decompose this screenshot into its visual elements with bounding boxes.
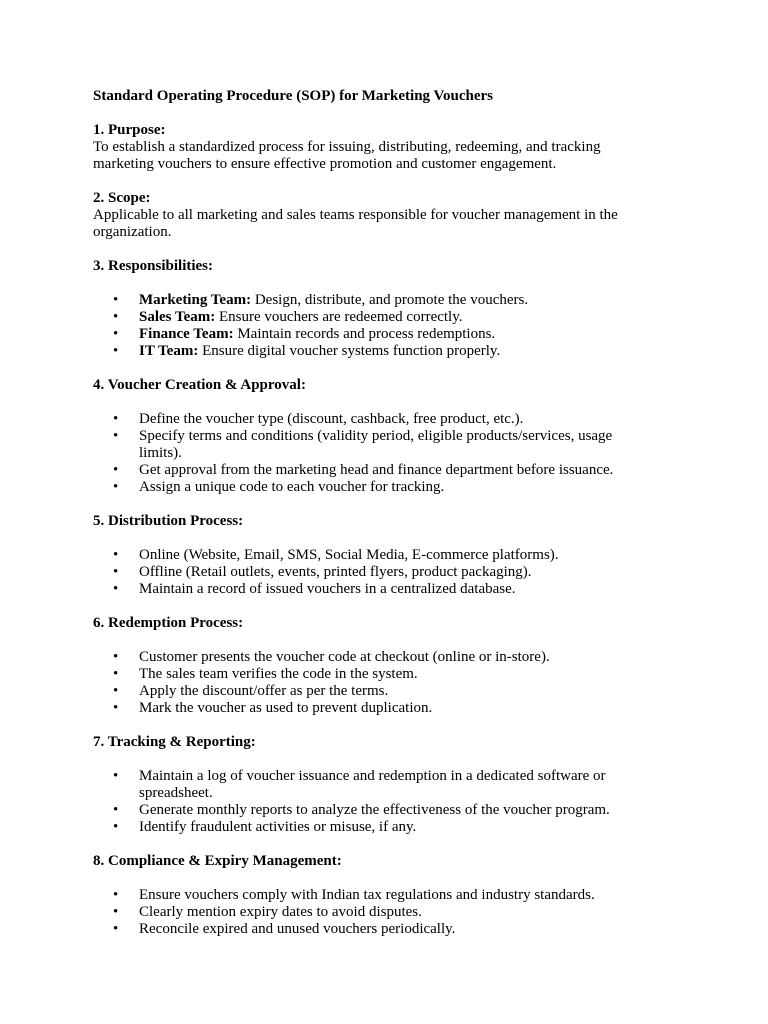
- list-item: [93, 292, 653, 309]
- bullet-icon: •: [113, 292, 119, 308]
- list-item-text: Maintain a record of issued vouchers in a centralized database.: [139, 581, 516, 597]
- list-item-text: Ensure vouchers comply with Indian tax regulations and industry standards.: [139, 887, 595, 903]
- section-purpose: [93, 122, 653, 173]
- document-title: Standard Operating Procedure (SOP) for Marketing Vouchers: [93, 88, 493, 104]
- list-item: [93, 683, 653, 700]
- bullet-icon: •: [113, 479, 119, 495]
- bullet-icon: •: [113, 802, 119, 818]
- list-item-term: Marketing Team:: [139, 292, 252, 308]
- section-tracking: [93, 734, 653, 836]
- section-scope: [93, 190, 653, 241]
- bullet-icon: •: [113, 768, 119, 784]
- bullet-icon: •: [113, 666, 119, 682]
- bullet-icon: •: [113, 819, 119, 835]
- creation-list: [93, 411, 653, 496]
- list-item-text: Apply the discount/offer as per the terms.: [139, 683, 389, 699]
- list-item: [93, 479, 653, 496]
- redemption-list: [93, 649, 653, 717]
- list-item: [93, 802, 653, 819]
- list-item: [93, 887, 653, 904]
- list-item-term: Sales Team:: [139, 309, 216, 325]
- section-responsibilities: [93, 258, 653, 360]
- responsibilities-list: [93, 292, 653, 360]
- list-item: [93, 921, 653, 938]
- bullet-icon: •: [113, 547, 119, 563]
- list-item-text: Clearly mention expiry dates to avoid disputes.: [139, 904, 422, 920]
- list-item-text: Mark the voucher as used to prevent duplication.: [139, 700, 433, 716]
- section-heading: 8. Compliance & Expiry Management:: [93, 853, 342, 869]
- section-heading: 2. Scope:: [93, 190, 151, 206]
- list-item-text: Ensure vouchers are redeemed correctly.: [215, 309, 463, 325]
- bullet-icon: •: [113, 700, 119, 716]
- list-item-text: Identify fraudulent activities or misuse, if any.: [139, 819, 417, 835]
- bullet-icon: •: [113, 428, 119, 444]
- bullet-icon: •: [113, 462, 119, 478]
- list-item-text: The sales team verifies the code in the system.: [139, 666, 418, 682]
- section-heading: 7. Tracking & Reporting:: [93, 734, 256, 750]
- list-item: [93, 309, 653, 326]
- list-item-text: Design, distribute, and promote the vouchers.: [251, 292, 529, 308]
- list-item: [93, 564, 653, 581]
- bullet-icon: •: [113, 887, 119, 903]
- section-compliance: [93, 853, 653, 938]
- list-item: [93, 700, 653, 717]
- bullet-icon: •: [113, 904, 119, 920]
- bullet-icon: •: [113, 683, 119, 699]
- bullet-icon: •: [113, 581, 119, 597]
- list-item: [93, 649, 653, 666]
- list-item-text: Specify terms and conditions (validity period, eligible products/services, usage limits).: [139, 428, 613, 461]
- list-item-text: Online (Website, Email, SMS, Social Media, E-commerce platforms).: [139, 547, 559, 563]
- list-item-term: IT Team:: [139, 343, 199, 359]
- bullet-icon: •: [113, 649, 119, 665]
- list-item-text: Reconcile expired and unused vouchers periodically.: [139, 921, 456, 937]
- document-body: [93, 88, 653, 955]
- section-heading: 4. Voucher Creation & Approval:: [93, 377, 306, 393]
- distribution-list: [93, 547, 653, 598]
- tracking-list: [93, 768, 653, 836]
- list-item-text: Offline (Retail outlets, events, printed flyers, product packaging).: [139, 564, 532, 580]
- list-item: [93, 547, 653, 564]
- section-heading: 3. Responsibilities:: [93, 258, 214, 274]
- section-text: Applicable to all marketing and sales teams responsible for voucher management in the organization.: [93, 207, 618, 240]
- list-item: [93, 904, 653, 921]
- list-item: [93, 768, 653, 802]
- bullet-icon: •: [113, 326, 119, 342]
- list-item-text: Assign a unique code to each voucher for tracking.: [139, 479, 445, 495]
- list-item: [93, 819, 653, 836]
- section-distribution: [93, 513, 653, 598]
- list-item: [93, 411, 653, 428]
- list-item: [93, 326, 653, 343]
- list-item: [93, 428, 653, 462]
- bullet-icon: •: [113, 921, 119, 937]
- list-item: [93, 343, 653, 360]
- list-item-text: Generate monthly reports to analyze the effectiveness of the voucher program.: [139, 802, 610, 818]
- list-item-text: Get approval from the marketing head and finance department before issuance.: [139, 462, 614, 478]
- section-heading: 6. Redemption Process:: [93, 615, 244, 631]
- list-item-text: Define the voucher type (discount, cashback, free product, etc.).: [139, 411, 524, 427]
- section-creation: [93, 377, 653, 496]
- list-item: [93, 581, 653, 598]
- list-item-text: Maintain records and process redemptions.: [233, 326, 496, 342]
- section-redemption: [93, 615, 653, 717]
- section-text: To establish a standardized process for issuing, distributing, redeeming, and tracking marketing vouchers to ensure effective promotion and customer engagement.: [93, 139, 601, 172]
- list-item: [93, 462, 653, 479]
- list-item-text: Customer presents the voucher code at checkout (online or in-store).: [139, 649, 550, 665]
- bullet-icon: •: [113, 564, 119, 580]
- list-item: [93, 666, 653, 683]
- bullet-icon: •: [113, 411, 119, 427]
- section-heading: 1. Purpose:: [93, 122, 166, 138]
- section-heading: 5. Distribution Process:: [93, 513, 244, 529]
- list-item-text: Ensure digital voucher systems function properly.: [198, 343, 501, 359]
- list-item-term: Finance Team:: [139, 326, 234, 342]
- bullet-icon: •: [113, 309, 119, 325]
- bullet-icon: •: [113, 343, 119, 359]
- compliance-list: [93, 887, 653, 938]
- list-item-text: Maintain a log of voucher issuance and redemption in a dedicated software or spreadsheet.: [139, 768, 606, 801]
